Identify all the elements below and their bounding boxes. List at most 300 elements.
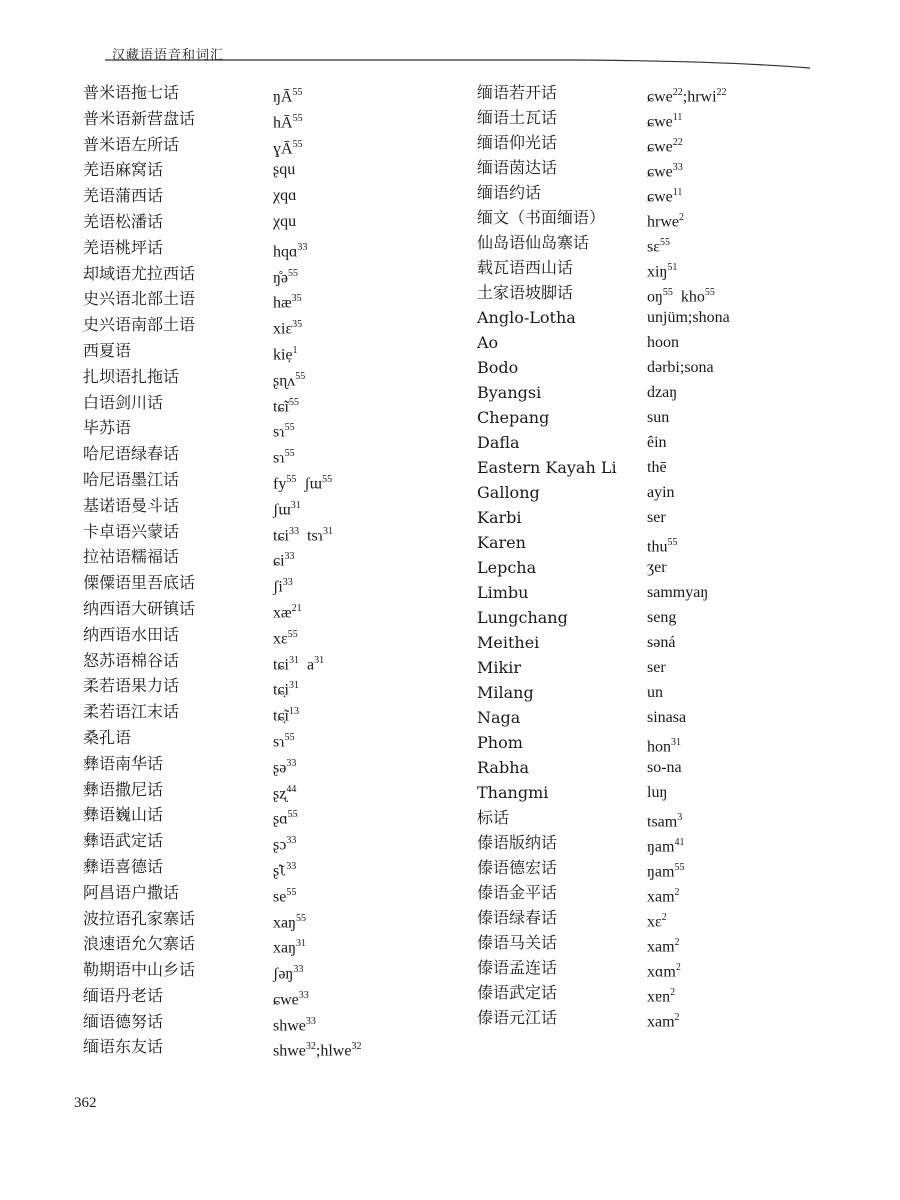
phonetic-form: tɕ̣ĩ <box>273 707 289 725</box>
language-name: 彝语南华话 <box>83 753 164 773</box>
tone-number: 55 <box>674 862 685 873</box>
running-header: 汉藏语语音和词汇 <box>112 48 225 63</box>
phonetic-form: ʃəŋ <box>273 965 294 983</box>
tone-number: 55 <box>292 138 303 150</box>
tone-number: 33 <box>672 162 683 173</box>
phonetic-form: dzaŋ <box>647 384 678 401</box>
phonetic-form: xɑm <box>647 963 676 981</box>
language-name: Anglo-Lotha <box>477 308 576 327</box>
word-entry <box>83 261 413 287</box>
word-entry <box>477 730 807 755</box>
language-name: 缅语若开话 <box>477 83 558 102</box>
phonetic-form: dərbi;sona <box>647 359 714 376</box>
phonetic-form: xiɛ <box>273 320 293 338</box>
phonetic-form-alt: ;hlwe <box>315 1042 352 1060</box>
phonetic-form: shwe <box>273 1042 306 1060</box>
tone-number: 22 <box>672 87 683 98</box>
word-form <box>647 680 663 705</box>
word-entry <box>83 931 413 957</box>
word-entry <box>477 430 807 455</box>
phonetic-form: hqɑ <box>273 243 298 261</box>
phonetic-form: ser <box>647 509 666 526</box>
tone-number-alt: 32 <box>351 1041 362 1053</box>
phonetic-form: xam <box>647 1013 675 1031</box>
language-name: 史兴语北部土语 <box>83 289 196 309</box>
language-name: 彝语喜德话 <box>83 856 164 876</box>
word-entry <box>83 544 413 570</box>
phonetic-form: ɕwe <box>647 138 673 156</box>
language-name: 羌语桃坪话 <box>83 237 164 257</box>
language-name: Phom <box>477 733 523 752</box>
phonetic-form: thē <box>647 459 667 476</box>
phonetic-form-alt: ʃɯ <box>304 475 323 493</box>
tone-number: 35 <box>291 293 302 305</box>
phonetic-form: ɕwe <box>647 88 673 106</box>
phonetic-form: tɕĩ <box>273 397 289 415</box>
phonetic-form: se <box>273 888 287 906</box>
word-entry <box>477 480 807 505</box>
tone-number: 55 <box>284 448 295 460</box>
phonetic-form: ʃɯ <box>273 501 291 519</box>
word-form <box>647 330 679 355</box>
tone-number: 13 <box>289 706 299 718</box>
word-form <box>647 305 730 330</box>
tone-number: 33 <box>286 757 297 769</box>
tone-number: 1 <box>292 344 298 356</box>
word-form <box>647 380 677 405</box>
right-column <box>477 80 807 1030</box>
word-entry <box>477 380 807 405</box>
word-entry <box>477 580 807 605</box>
word-entry <box>83 777 413 803</box>
tone-number: 44 <box>286 783 297 795</box>
word-entry <box>83 570 413 596</box>
tone-number: 31 <box>296 938 307 950</box>
word-form <box>647 1005 680 1034</box>
language-name: 傣语元江话 <box>477 1008 558 1027</box>
phonetic-form: xiŋ <box>647 263 668 281</box>
word-entry <box>83 751 413 777</box>
language-name: Dafla <box>477 433 520 452</box>
tone-number-alt: 55 <box>322 473 333 485</box>
word-entry <box>83 132 413 158</box>
language-name: Karen <box>477 533 526 552</box>
word-entry <box>83 699 413 725</box>
phonetic-form: tɕi <box>273 526 289 544</box>
tone-number: 2 <box>674 937 680 948</box>
language-name: 浪速语允欠寨话 <box>83 934 196 954</box>
word-entry <box>83 235 413 261</box>
tone-number: 55 <box>667 537 678 548</box>
language-name: 缅语仰光话 <box>477 133 558 152</box>
word-entry <box>83 596 413 622</box>
phonetic-form: hon <box>647 738 671 756</box>
language-name: 缅语约话 <box>477 183 542 202</box>
word-entry <box>477 505 807 530</box>
word-form <box>647 555 667 580</box>
language-name: 傣语德宏话 <box>477 858 558 877</box>
word-entry <box>477 980 807 1005</box>
word-entry <box>83 493 413 519</box>
word-entry <box>477 605 807 630</box>
phonetic-form: thu <box>647 538 668 556</box>
word-form <box>273 183 296 209</box>
word-entry <box>477 80 807 105</box>
phonetic-form: χqu <box>273 212 297 230</box>
tone-number: 31 <box>290 499 301 511</box>
language-name: 仙岛语仙岛寨话 <box>477 233 590 252</box>
phonetic-form: səná <box>647 634 676 651</box>
tone-number: 33 <box>284 551 295 563</box>
phonetic-form: xɛ <box>647 913 662 931</box>
language-name: 阿昌语户撒话 <box>83 882 180 902</box>
word-entry <box>477 905 807 930</box>
phonetic-form: so-na <box>647 759 682 776</box>
page-number: 362 <box>74 1095 97 1111</box>
phonetic-form: sɿ <box>273 423 285 441</box>
tone-number: 2 <box>675 962 681 973</box>
phonetic-form-alt: a <box>307 655 315 673</box>
word-entry <box>83 106 413 132</box>
word-entry <box>83 364 413 390</box>
language-name: 普米语左所话 <box>83 134 180 154</box>
language-name: 标话 <box>477 808 510 827</box>
word-entry <box>83 286 413 312</box>
language-name: 柔若语江末话 <box>83 702 180 722</box>
word-entry <box>83 725 413 751</box>
language-name: 缅语茵达话 <box>477 158 558 177</box>
language-name: 彝语巍山话 <box>83 805 164 825</box>
tone-number: 51 <box>667 262 678 273</box>
tone-number: 55 <box>292 112 303 124</box>
language-name: 史兴语南部土语 <box>83 315 196 335</box>
tone-number: 2 <box>674 887 680 898</box>
tone-number: 55 <box>288 267 299 279</box>
language-name: 傣语金平话 <box>477 883 558 902</box>
phonetic-form: hæ <box>273 294 292 312</box>
language-name: Karbi <box>477 508 522 527</box>
phonetic-form: hĀ <box>273 114 293 132</box>
word-form <box>647 630 675 655</box>
phonetic-form: tɕ̣i <box>273 681 289 699</box>
phonetic-form-alt: kho <box>680 288 705 306</box>
phonetic-form: ɕwe <box>647 163 673 181</box>
phonetic-form: xæ <box>273 604 292 622</box>
phonetic-form: sammyaŋ <box>647 584 709 601</box>
tone-number: 55 <box>287 809 298 821</box>
tone-number: 33 <box>286 860 297 872</box>
language-name: 卡卓语兴蒙话 <box>83 521 180 541</box>
word-entry <box>83 338 413 364</box>
word-entry <box>83 157 413 183</box>
word-form <box>647 605 676 630</box>
word-entry <box>477 830 807 855</box>
word-entry <box>477 930 807 955</box>
language-name: 普米语新营盘话 <box>83 108 196 128</box>
phonetic-form: sɿ <box>273 733 285 751</box>
phonetic-form: ŋam <box>647 863 675 881</box>
language-name: 傈僳语里吾底话 <box>83 573 196 593</box>
language-name: 傣语武定话 <box>477 983 558 1002</box>
word-entry <box>477 630 807 655</box>
word-form <box>647 405 669 430</box>
word-entry <box>83 441 413 467</box>
phonetic-form: xam <box>647 938 675 956</box>
tone-number: 33 <box>282 577 293 589</box>
tone-number-alt: 31 <box>323 525 333 537</box>
language-name: 纳西语水田话 <box>83 624 180 644</box>
language-name: 傣语孟连话 <box>477 958 558 977</box>
language-name: 柔若语果力话 <box>83 676 180 696</box>
tone-number: 2 <box>661 912 667 923</box>
word-entry <box>477 530 807 555</box>
word-entry <box>83 312 413 338</box>
language-name: 怒苏语棉谷话 <box>83 650 180 670</box>
word-entry <box>477 155 807 180</box>
language-name: 羌语麻窝话 <box>83 160 164 180</box>
phonetic-form: ʂə <box>273 759 287 777</box>
phonetic-form: xɐn <box>647 988 671 1006</box>
language-name: Bodo <box>477 358 519 377</box>
language-name: Lepcha <box>477 558 537 577</box>
word-entry <box>477 355 807 380</box>
header-rule <box>105 58 810 82</box>
language-name: 缅文（书面缅语） <box>477 208 606 227</box>
word-form <box>647 355 714 380</box>
word-entry <box>477 255 807 280</box>
word-entry <box>477 955 807 980</box>
tone-number-alt: 31 <box>314 654 325 666</box>
word-form <box>647 655 666 680</box>
phonetic-form: ŋ̊ə <box>273 268 289 286</box>
language-name: Ao <box>477 333 499 352</box>
word-entry <box>477 780 807 805</box>
tone-number: 33 <box>286 835 297 847</box>
language-name: 白语剑川话 <box>83 392 164 412</box>
phonetic-form: xaŋ <box>273 939 297 957</box>
word-entry <box>83 519 413 545</box>
phonetic-form: kiẹ <box>273 346 293 364</box>
word-entry <box>83 906 413 932</box>
word-entry <box>477 130 807 155</box>
tone-number: 35 <box>292 319 303 331</box>
word-form <box>273 1034 361 1064</box>
tone-number: 11 <box>672 112 683 123</box>
phonetic-form: ŋĀ <box>273 88 293 106</box>
tone-number: 55 <box>662 287 673 298</box>
tone-number: 11 <box>672 187 683 198</box>
tone-number: 31 <box>289 654 299 666</box>
word-entry <box>83 209 413 235</box>
tone-number: 31 <box>289 680 299 692</box>
tone-number: 32 <box>305 1041 316 1053</box>
phonetic-form: xaŋ <box>273 913 297 931</box>
word-entry <box>83 828 413 854</box>
tone-number: 3 <box>677 812 683 823</box>
language-name: Eastern Kayah Li <box>477 458 617 477</box>
phonetic-form: ɕwe <box>647 188 673 206</box>
language-name: 哈尼语绿春话 <box>83 444 180 464</box>
word-form <box>647 705 686 730</box>
tone-number: 55 <box>292 87 303 98</box>
tone-number: 55 <box>289 396 299 408</box>
word-form <box>647 505 666 530</box>
phonetic-form: ɕi <box>273 552 285 570</box>
tone-number: 33 <box>293 964 304 976</box>
word-entry <box>477 205 807 230</box>
tone-number: 33 <box>298 989 309 1001</box>
language-name: 缅语土瓦话 <box>477 108 558 127</box>
word-entry <box>83 80 413 106</box>
language-name: 纳西语大研镇话 <box>83 598 196 618</box>
phonetic-form: ŋam <box>647 838 675 856</box>
tone-number: 33 <box>297 241 308 253</box>
language-name: 载瓦语西山话 <box>477 258 574 277</box>
language-name: Milang <box>477 683 534 702</box>
phonetic-form: êin <box>647 434 667 451</box>
word-entry <box>477 555 807 580</box>
word-entry <box>83 648 413 674</box>
tone-number: 55 <box>284 731 295 743</box>
word-entry <box>83 1009 413 1035</box>
language-name: 羌语松潘话 <box>83 211 164 231</box>
language-name: Meithei <box>477 633 540 652</box>
language-name: 基诺语曼斗话 <box>83 495 180 515</box>
language-name: 勒期语中山乡话 <box>83 960 196 980</box>
word-entry <box>83 183 413 209</box>
word-entry <box>83 854 413 880</box>
word-entry <box>477 105 807 130</box>
language-name: 傣语版纳话 <box>477 833 558 852</box>
phonetic-form: sɛ <box>647 238 660 256</box>
language-name: 却域语尤拉西话 <box>83 263 196 283</box>
word-entry <box>477 230 807 255</box>
word-form <box>647 755 682 780</box>
word-entry <box>477 705 807 730</box>
phonetic-form: ɕwe <box>273 991 299 1009</box>
word-entry <box>83 983 413 1009</box>
word-form <box>647 780 667 805</box>
phonetic-form: ʒer <box>647 559 667 576</box>
phonetic-form-alt: tsɿ <box>307 526 323 544</box>
tone-number: 55 <box>295 370 306 382</box>
phonetic-form: ʂqu <box>273 161 296 179</box>
language-name: 缅语东友话 <box>83 1037 164 1057</box>
word-entry <box>477 1005 807 1030</box>
phonetic-form-alt: ;hrwi <box>682 88 717 106</box>
tone-number: 55 <box>659 237 670 248</box>
word-form <box>647 430 667 455</box>
phonetic-form: hrwe <box>647 213 679 231</box>
phonetic-form: sun <box>647 409 670 426</box>
language-name: 缅语德努话 <box>83 1011 164 1031</box>
language-name: Limbu <box>477 583 529 602</box>
phonetic-form: ʂ̃ʅ <box>273 862 287 880</box>
word-entry <box>477 880 807 905</box>
word-entry <box>477 405 807 430</box>
word-entry <box>477 855 807 880</box>
phonetic-form: xam <box>647 888 675 906</box>
language-name: 彝语武定话 <box>83 831 164 851</box>
tone-number: 33 <box>305 1015 316 1027</box>
word-form <box>273 157 295 183</box>
word-entry <box>83 880 413 906</box>
tone-number: 31 <box>671 737 681 748</box>
language-name: Chepang <box>477 408 550 427</box>
language-name: Lungchang <box>477 608 568 627</box>
word-entry <box>83 467 413 493</box>
word-form <box>647 480 675 505</box>
language-name: 土家语坡脚话 <box>477 283 574 302</box>
word-entry <box>83 673 413 699</box>
word-form <box>647 455 667 480</box>
language-name: Rabha <box>477 758 530 777</box>
language-name: 羌语蒲西话 <box>83 186 164 206</box>
language-name: 彝语撒尼话 <box>83 779 164 799</box>
language-name: 缅语丹老话 <box>83 985 164 1005</box>
phonetic-form: xɛ <box>273 630 288 648</box>
phonetic-form: seng <box>647 609 677 626</box>
left-column <box>83 80 413 1060</box>
phonetic-form: ʂɳʌ <box>273 372 296 390</box>
tone-number: 55 <box>287 628 298 640</box>
language-name: Byangsi <box>477 383 542 402</box>
word-entry <box>477 455 807 480</box>
language-name: Gallong <box>477 483 540 502</box>
language-name: 拉祜语糯福话 <box>83 547 180 567</box>
tone-number: 2 <box>678 212 684 223</box>
word-entry <box>83 622 413 648</box>
word-form <box>273 209 296 235</box>
language-name: 波拉语孔家寨话 <box>83 908 196 928</box>
language-name: 普米语拖七话 <box>83 83 180 102</box>
word-entry <box>83 415 413 441</box>
language-name: 傣语马关话 <box>477 933 558 952</box>
language-name: 毕苏语 <box>83 418 132 438</box>
phonetic-form: fy <box>273 475 287 493</box>
tone-number: 55 <box>284 422 295 434</box>
tone-number: 55 <box>286 886 297 898</box>
phonetic-form: sɿ <box>273 449 285 467</box>
tone-number: 22 <box>672 137 683 148</box>
phonetic-form: ɕwe <box>647 113 673 131</box>
language-name: Naga <box>477 708 521 727</box>
language-name: 西夏语 <box>83 340 132 360</box>
language-name: 桑孔语 <box>83 727 132 747</box>
tone-number: 2 <box>674 1012 680 1023</box>
tone-number: 55 <box>286 473 297 485</box>
phonetic-form: ʂɑ <box>273 810 288 828</box>
phonetic-form: un <box>647 684 663 701</box>
word-entry <box>477 330 807 355</box>
word-entry <box>477 305 807 330</box>
phonetic-form: ayin <box>647 484 675 501</box>
phonetic-form: hoon <box>647 334 679 351</box>
phonetic-form: ʂʐ <box>273 784 287 802</box>
tone-number-alt: 22 <box>716 87 727 98</box>
tone-number: 41 <box>674 837 685 848</box>
tone-number-alt: 55 <box>704 287 715 298</box>
phonetic-form: χqɑ <box>273 187 297 205</box>
phonetic-form: shwe <box>273 1017 306 1035</box>
word-entry <box>477 655 807 680</box>
word-form <box>647 580 708 605</box>
word-entry <box>477 180 807 205</box>
word-entry <box>477 805 807 830</box>
word-entry <box>83 1034 413 1060</box>
phonetic-form: ser <box>647 659 666 676</box>
tone-number: 55 <box>296 912 307 924</box>
